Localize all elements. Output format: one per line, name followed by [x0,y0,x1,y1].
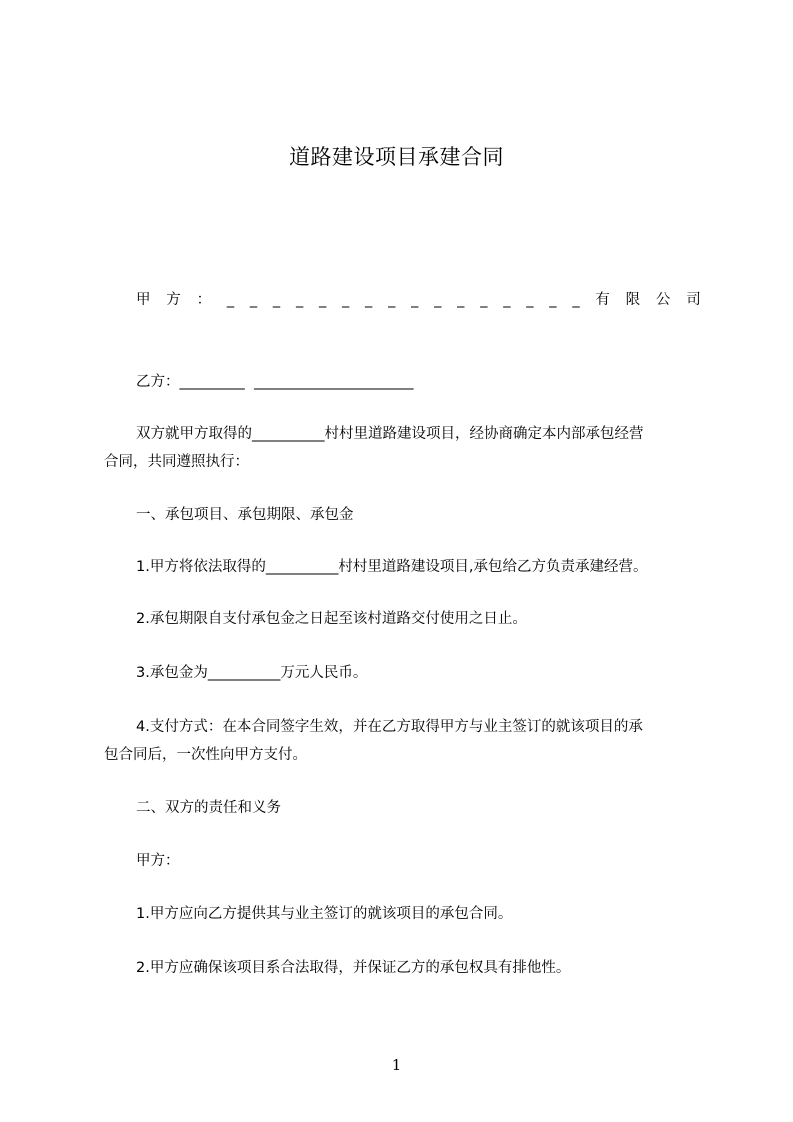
party-b-blank-1: _________ [179,374,245,390]
party-b-line [104,368,733,396]
item-2: 2.承包期限自支付承包金之日起至该村道路交付使用之日止。 [136,611,527,627]
section-2-heading: 二、双方的责任和义务 [136,800,281,816]
item-3-text-2: 万元人民币。 [280,665,368,681]
party-a-char: 有 [595,292,610,308]
party-a-char: _ [457,292,465,308]
party-a-char: _ [272,292,281,308]
party-a-char: 方 [166,292,181,308]
party-a-char: _ [572,292,580,308]
page-number: 1 [391,1056,402,1074]
party-a-char: _ [388,292,396,308]
party-a-char: _ [526,292,534,308]
party-a-char: _ [295,292,304,308]
section-1-heading: 一、承包项目、承包期限、承包金 [136,507,354,523]
item-1-blank: __________ [265,559,339,575]
intro-line-1 [104,420,733,448]
party-a-char: _ [342,292,350,308]
party-a-char: _ [411,292,419,308]
item-3-text-1: 3.承包金为 [136,665,208,681]
item-1 [104,553,733,581]
document-title: 道路建设项目承建合同 [289,145,504,169]
a-item-1: 1.甲方应向乙方提供其与业主签订的就该项目的承包合同。 [136,906,513,922]
item-4-line-2: 包合同后，一次性向甲方支付。 [104,747,307,763]
party-a-char: _ [249,292,258,308]
item-1-text-1: 1.甲方将依法取得的 [136,559,266,575]
a-item-2: 2.甲方应确保该项目系合法取得，并保证乙方的承包权具有排他性。 [136,960,571,976]
party-a-char: _ [549,292,557,308]
party-a-heading: 甲方： [136,853,180,869]
party-a-char: _ [226,292,235,308]
party-a-char: ： [196,292,212,308]
party-a-char: 限 [625,292,641,308]
item-1-text-2: 村村里道路建设项目,承包给乙方负责承建经营。 [338,559,648,575]
party-b-label: 乙方： [136,374,180,390]
item-3-blank: __________ [207,665,281,681]
party-a-char: 甲 [136,292,151,308]
party-a-char: 司 [686,292,701,308]
party-a-char: _ [434,292,442,308]
party-a-char: 公 [655,292,671,308]
party-a-char: _ [365,292,373,308]
party-a-char: _ [318,292,327,308]
item-3 [104,659,733,687]
party-a-char: _ [503,292,511,308]
intro-text-2: 村村里道路建设项目，经协商确定本内部承包经营 [324,426,644,442]
intro-line-2: 合同，共同遵照执行： [104,454,249,470]
party-b-blank-2: ______________________ [253,374,414,390]
item-4-line-1: 4.支付方式：在本合同签字生效，并在乙方取得甲方与业主签订的就该项目的承 [136,719,643,735]
party-a-line [104,286,701,314]
intro-text-1: 双方就甲方取得的 [136,426,252,442]
intro-blank: __________ [252,426,325,442]
party-a-char: _ [480,292,488,308]
